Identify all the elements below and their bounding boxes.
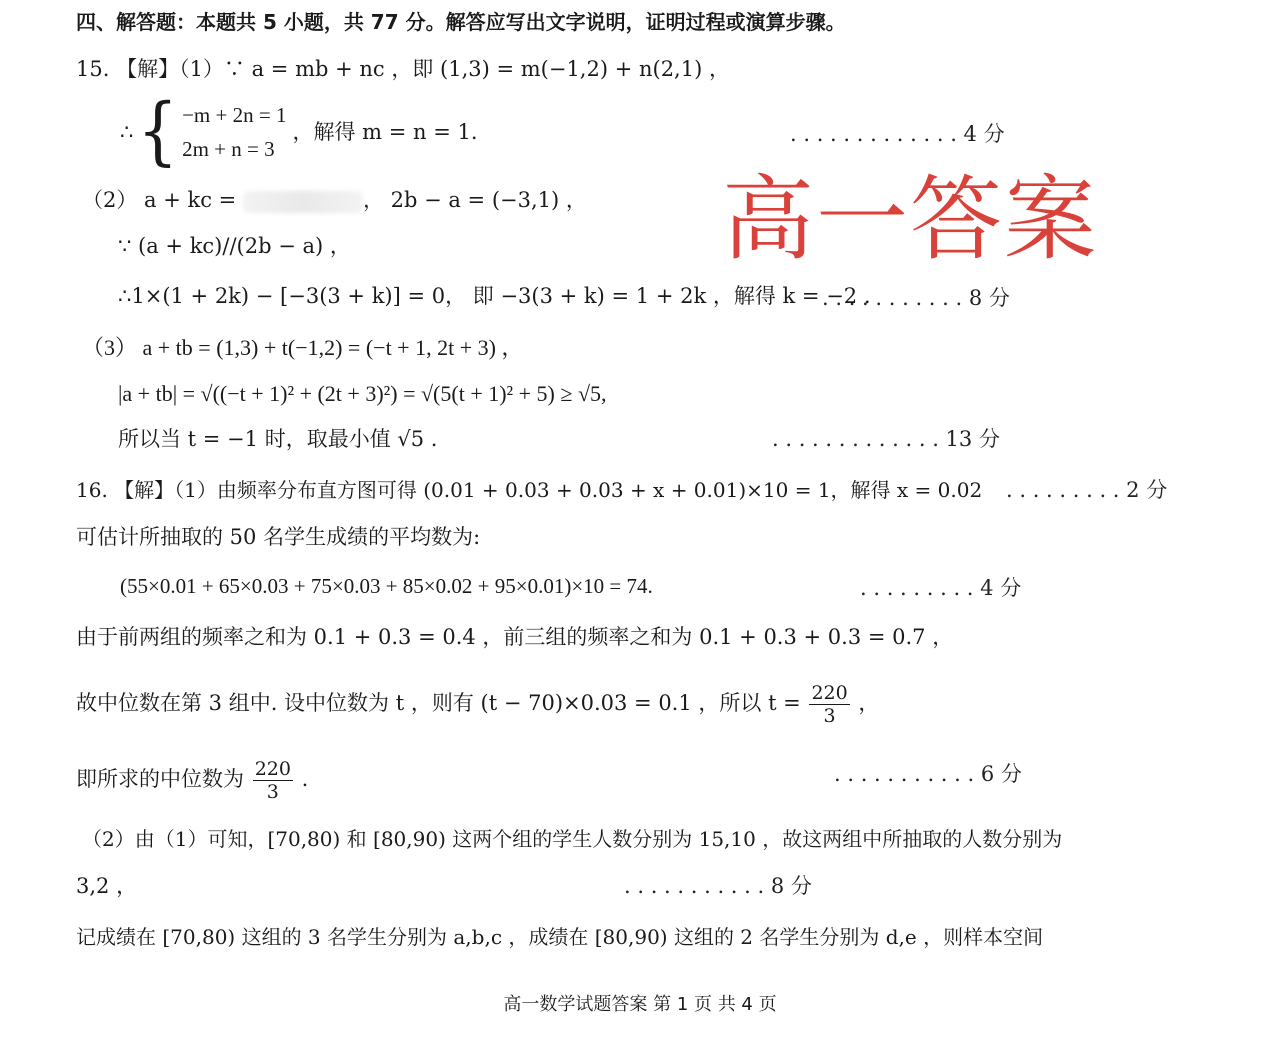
median-denominator: 3 [266, 781, 279, 803]
therefore-symbol: ∴ [120, 120, 134, 144]
q15-part2-line3: ∴1×(1 + 2k) − [−3(3 + k)] = 0， 即 −3(3 + k) = 1 + 2k ，解得 k = −2 . [118, 284, 871, 308]
q16-line2: 可估计所抽取的 50 名学生成绩的平均数为: [76, 525, 481, 549]
q15-score-1: . . . . . . . . . . . . . 4 分 [790, 122, 1005, 146]
section-header: 四、解答题：本题共 5 小题，共 77 分。解答应写出文字说明，证明过程或演算步骤。 [76, 10, 846, 34]
q16-line9: 记成绩在 [70,80) 这组的 3 名学生分别为 a,b,c ，成绩在 [80,90) 这组的 2 名学生分别为 d,e ，则样本空间 [76, 925, 1044, 949]
q16-line6-prefix: 即所求的中位数为 [76, 767, 244, 791]
q15-part3-line3: 所以当 t = −1 时，取最小值 √5 . [118, 427, 438, 451]
q16-score-1: . . . . . . . . . 2 分 [1006, 478, 1168, 502]
median-fraction [253, 758, 293, 803]
q16-part1-line1: 16. 【解】（1）由频率分布直方图可得 (0.01 + 0.03 + 0.03 + x + 0.01)×10 = 1，解得 x = 0.02 [76, 478, 983, 502]
q15-part3-line2: |a + tb| = √((−t + 1)² + (2t + 3)²) = √(5(t + 1)² + 5) ≥ √5, [118, 381, 607, 406]
fraction-denominator: 3 [823, 705, 836, 727]
q16-line6-suffix: . [301, 767, 309, 791]
q15-part2-line1 [82, 186, 587, 214]
q16-line6 [76, 758, 308, 803]
q16-score-2: . . . . . . . . . 4 分 [860, 576, 1022, 600]
q15-solve-text: ，解得 m = n = 1. [292, 120, 478, 144]
q16-line8: 3,2 ， [76, 874, 138, 898]
q15-equation-system [120, 89, 478, 175]
equation-1: −m + 2n = 1 [182, 103, 287, 127]
redacted-value [243, 191, 363, 213]
q15-score-3: . . . . . . . . . . . . . 13 分 [772, 427, 1000, 451]
q15-part2-line2: ∵ (a + kc)//(2b − a) ， [118, 234, 351, 258]
equation-2: 2m + n = 3 [182, 137, 275, 161]
q16-mean-calc: (55×0.01 + 65×0.03 + 75×0.03 + 85×0.02 + 95×0.01)×10 = 74. [120, 574, 653, 598]
q15-score-2: . . . . . . . . . . . 8 分 [822, 286, 1010, 310]
median-numerator: 220 [254, 758, 291, 780]
q15-part2-suffix: ， 2b − a = (−3,1) ， [362, 188, 587, 212]
q16-line5-prefix: 故中位数在第 3 组中. 设中位数为 t ，则有 (t − 70)×0.03 = 0.1 ，所以 t = [76, 691, 808, 715]
fraction-numerator: 220 [811, 682, 848, 704]
q16-score-4: . . . . . . . . . . . 8 分 [624, 874, 812, 898]
q15-part3-line1: （3） a + tb = (1,3) + t(−1,2) = (−t + 1, 2t + 3) ， [82, 335, 524, 360]
fraction-220-3 [809, 682, 849, 727]
q15-part1-line: 15. 【解】（1）∵ a = mb + nc ，即 (1,3) = m(−1,2) + n(2,1) ， [76, 57, 730, 81]
q16-part2-line: （2）由（1）可知，[70,80) 和 [80,90) 这两个组的学生人数分别为 15,10 ，故这两组中所抽取的人数分别为 [82, 827, 1063, 851]
q16-line5 [76, 682, 879, 727]
page-footer: 高一数学试题答案 第 1 页 共 4 页 [503, 994, 777, 1015]
q15-part2-prefix: （2） a + kc = [82, 188, 243, 212]
watermark-stamp: 高一答案 [722, 166, 1099, 273]
q16-line5-suffix: ， [858, 691, 880, 715]
left-brace-icon: { [137, 89, 179, 175]
q16-score-3: . . . . . . . . . . . 6 分 [834, 762, 1022, 786]
q16-line4: 由于前两组的频率之和为 0.1 + 0.3 = 0.4 ，前三组的频率之和为 0.1 + 0.3 + 0.3 = 0.7 ， [76, 625, 954, 649]
